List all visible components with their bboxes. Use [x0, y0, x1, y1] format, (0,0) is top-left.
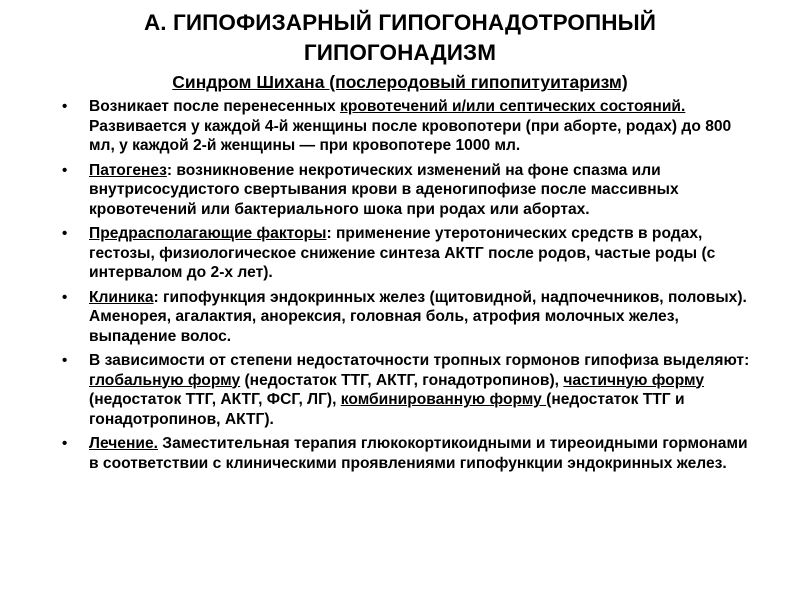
bullet-text-part-underlined: Патогенез	[89, 161, 167, 179]
bullet-text-part-underlined: глобальную форму	[89, 371, 241, 389]
bullet-text-part: В зависимости от степени недостаточности тропных гормонов гипофиза выделяют:	[89, 352, 750, 369]
slide-title-line-1: А. ГИПОФИЗАРНЫЙ ГИПОГОНАДОТРОПНЫЙ	[143, 10, 657, 35]
bullet-text-part: : применение утеротонических средств в родах, гестозы, физиологическое снижение синтеза АКТГ после родов, частые роды (с интервалом до 2-х лет).	[89, 225, 716, 281]
bullet-text-part: Развивается у каждой 4-й женщины после кровопотери (при аборте, родах) до 800 мл, у каждой 2-й женщины — при кровопотере 1000 мл.	[89, 117, 732, 154]
bullet-text-part: : гипофункция эндокринных желез (щитовидной, надпочечников, половых). Аменорея, агалактия, анорексия, головная боль, атрофия молочных желез, выпадение волос.	[89, 288, 747, 345]
bullet-text-part: : возникновение некротических изменений на фоне спазма или внутрисосудистого свертывания крови в аденогипофизе после массивных кровотечений или бактериального шока при родах или абортах.	[89, 161, 679, 218]
bullet-item-forms	[0, 351, 800, 429]
bullet-list	[0, 97, 800, 473]
slide-subtitle: Синдром Шихана (послеродовый гипопитуитаризм)	[172, 72, 628, 92]
bullet-item-onset	[0, 97, 800, 156]
bullet-text-part-underlined: Предрасполагающие факторы	[89, 225, 327, 242]
bullet-text-part-underlined: кровотечений и/или септических состояний.	[340, 98, 686, 115]
bullet-icon: •	[62, 352, 68, 369]
bullet-text-part: (недостаток ТТГ и гонадотропинов, АКТГ).	[89, 391, 685, 428]
bullet-icon: •	[62, 288, 68, 306]
bullet-item-risk-factors	[0, 224, 800, 283]
bullet-item-pathogenesis	[0, 161, 800, 220]
slide-title-line-2: ГИПОГОНАДИЗМ	[303, 40, 497, 65]
bullet-icon: •	[62, 98, 68, 115]
bullet-item-treatment	[0, 434, 800, 473]
bullet-text-part: (недостаток ТТГ, АКТГ, ФСГ, ЛГ),	[89, 391, 341, 408]
bullet-icon: •	[62, 225, 68, 242]
bullet-text-part-underlined: частичную форму	[563, 371, 705, 389]
bullet-text-part-underlined: Клиника	[89, 288, 154, 306]
bullet-text-part-underlined: Лечение.	[89, 435, 158, 452]
bullet-text-part: Заместительная терапия глюкокортикоидными и тиреоидными гормонами в соответствии с клиническими проявлениями гипофункции эндокринных желез.	[89, 435, 748, 472]
bullet-icon: •	[62, 161, 68, 179]
bullet-text-part: (недостаток ТТГ, АКТГ, гонадотропинов),	[240, 371, 564, 389]
bullet-text-part: Возникает после перенесенных	[89, 98, 341, 115]
bullet-item-clinic	[0, 288, 800, 347]
bullet-icon: •	[62, 435, 68, 452]
slide-title	[0, 8, 800, 68]
bullet-text-part-underlined: комбинированную форму	[340, 391, 547, 408]
